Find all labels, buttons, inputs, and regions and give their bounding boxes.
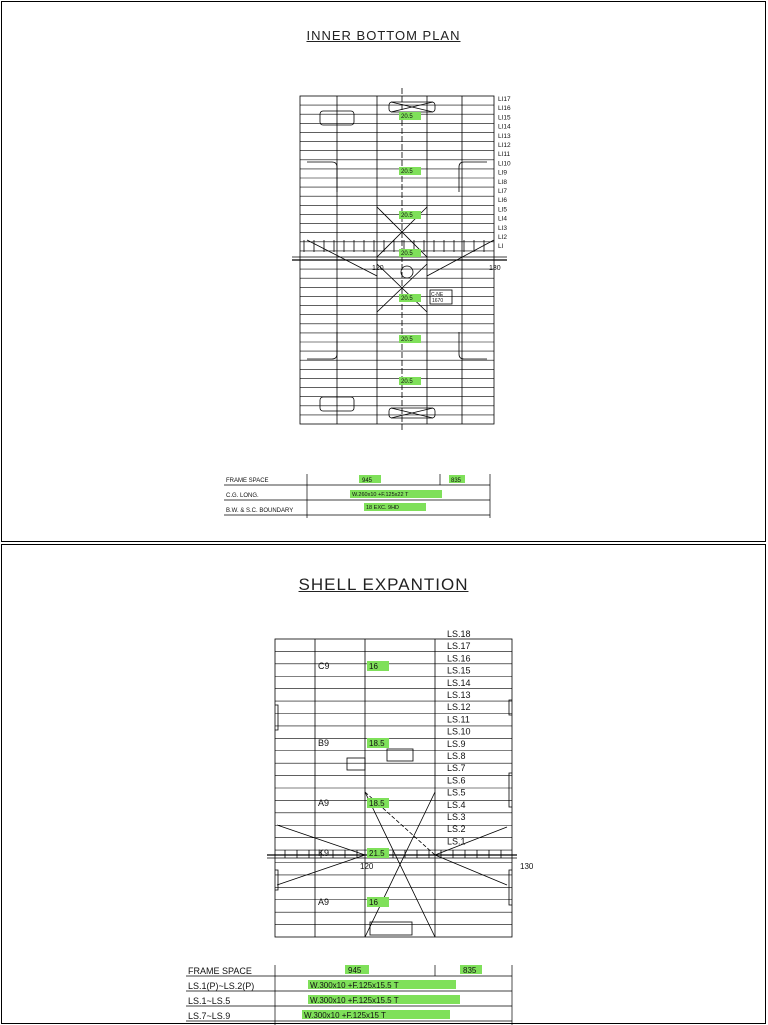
- side-label: LI10: [498, 160, 511, 168]
- thickness-note: 20.5: [401, 337, 413, 343]
- spec-box-text-1: C-NE: [431, 292, 444, 298]
- t2-row3-value: W.300x10 +F.125x15.5 T: [310, 996, 399, 1005]
- strake-label: A9: [318, 798, 330, 808]
- t1-row1-value2: 835: [451, 478, 462, 484]
- side-label: LI15: [498, 114, 511, 122]
- side-label: LS.18: [447, 629, 471, 639]
- t2-row3-label: LS.1~LS.5: [188, 996, 231, 1006]
- thickness-note: 20.5: [401, 169, 413, 175]
- side-label: LS.4: [447, 799, 466, 810]
- side-label: LI17: [498, 96, 511, 103]
- thickness-note: 20.5: [401, 114, 413, 120]
- side-label: LI9: [498, 169, 508, 177]
- t2-row2-value: W.300x10 +F.125x15.5 T: [310, 981, 399, 990]
- side-label: LS.12: [447, 702, 471, 713]
- thickness-note: 20.5: [401, 379, 413, 385]
- strake-label: K9: [318, 848, 330, 858]
- thickness-note: 20.5: [401, 213, 413, 219]
- thickness-note: 18.5: [369, 739, 385, 748]
- side-label: LI13: [498, 132, 511, 140]
- t1-row1-value1: 945: [362, 478, 373, 484]
- spec-box-text-2: 1670: [432, 298, 444, 304]
- side-label: LI11: [498, 151, 511, 159]
- t1-row3-label: B.W. & S.C. BOUNDARY: [226, 508, 294, 514]
- frame-label-120: 120: [372, 265, 384, 272]
- thickness-note: 21.5: [369, 849, 385, 858]
- side-label: LS.2: [447, 824, 466, 835]
- t2-row1-value2: 835: [463, 966, 477, 975]
- side-label: LS.9: [447, 738, 466, 749]
- side-label: LS.13: [447, 690, 471, 700]
- shell-expansion-title: SHELL EXPANTION: [298, 575, 469, 594]
- frame-label-120: 120: [360, 862, 374, 871]
- inner-bottom-plan-panel: [1, 1, 766, 542]
- side-label: LI7: [498, 188, 508, 195]
- side-label: LI: [498, 243, 504, 251]
- t2-row2-label: LS.1(P)~LS.2(P): [188, 981, 255, 991]
- t1-row1-label: FRAME SPACE: [226, 478, 269, 484]
- side-label: LI16: [498, 105, 511, 113]
- side-label: LS.1: [447, 836, 466, 847]
- side-label: LI14: [498, 123, 511, 131]
- side-label: LS.11: [447, 714, 470, 725]
- side-label: LI8: [498, 178, 508, 186]
- side-label: LS.10: [447, 726, 471, 737]
- t1-row2-label: C.G. LONG.: [226, 493, 259, 499]
- side-label: LS.16: [447, 653, 471, 664]
- t1-row3-value: 18 EXC. 9HD: [366, 505, 400, 511]
- thickness-note: 16: [369, 898, 378, 907]
- side-label: LI3: [498, 224, 508, 232]
- t2-row4-value: W.300x10 +F.125x15 T: [304, 1011, 386, 1020]
- t2-row1-label: FRAME SPACE: [188, 966, 252, 976]
- inner-bottom-plan-drawing: [2, 2, 767, 543]
- side-label: LS.6: [447, 775, 466, 786]
- side-label: LS.17: [447, 641, 471, 652]
- side-label: LS.8: [447, 751, 466, 761]
- t1-row2-value: W.260x10 +F.125x22 T: [352, 492, 409, 498]
- strake-label: B9: [318, 738, 330, 748]
- side-label: LI12: [498, 142, 511, 149]
- side-label: LS.14: [447, 677, 471, 688]
- side-label: LI4: [498, 215, 508, 223]
- side-label: LS.15: [447, 665, 471, 676]
- frame-label-130: 130: [489, 265, 501, 272]
- thickness-note: 20.5: [401, 251, 413, 257]
- frame-label-130: 130: [520, 862, 534, 871]
- side-label: LS.5: [447, 787, 466, 798]
- side-label: LI2: [498, 234, 508, 241]
- thickness-note: 18.5: [369, 799, 385, 808]
- side-label: LS.7: [447, 763, 466, 774]
- shell-expansion-panel: [1, 544, 766, 1024]
- side-label: LS.3: [447, 812, 466, 822]
- shell-expansion-drawing: [2, 545, 767, 1025]
- t2-row1-value1: 945: [348, 966, 362, 975]
- side-label: LI5: [498, 206, 508, 214]
- side-label: LI6: [498, 197, 508, 205]
- inner-bottom-plan-title: INNER BOTTOM PLAN: [306, 28, 461, 43]
- strake-label: C9: [318, 661, 330, 671]
- thickness-note: 16: [369, 662, 378, 671]
- thickness-note: 20.5: [401, 296, 413, 302]
- strake-label: A9: [318, 897, 330, 907]
- t2-row4-label: LS.7~LS.9: [188, 1011, 231, 1021]
